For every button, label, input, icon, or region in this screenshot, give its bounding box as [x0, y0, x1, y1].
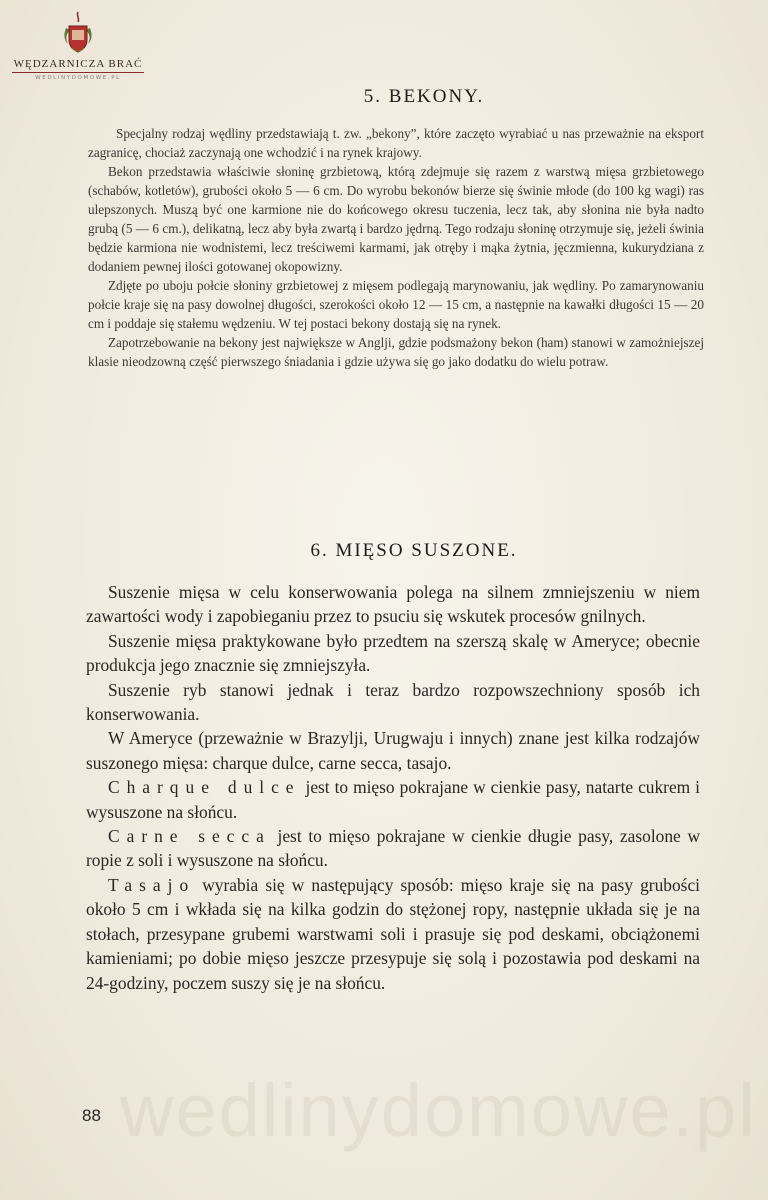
paragraph: Bekon przedstawia właściwie słoninę grzbietową, którą zdejmuje się razem z warstwą mięsa grzbietowego (schabów, kotletów), grubości około 5 — 6 cm. Do wyrobu bekonów bierze się świnie młode (do 100 kg wagi) ras ulepszonych. Muszą być one karmione nie do końcowego okresu tuczenia, lecz tak, aby słonina nie była nadto grubą (5 — 6 cm.), delikatną, lecz aby była zwartą i bardzo jędrną. Tego rodzaju słoninę otrzymuje się, jeżeli świnia będzie karmiona nie wodnistemi, lecz treściwemi karmami, jak otręby i mąka żytnia, jęczmienna, kukurydziana z dodaniem pewnej ilości gotowanej okopowizny. [88, 164, 704, 274]
section-title-bekony: 5. BEKONY. [363, 86, 485, 107]
paragraph: Specjalny rodzaj wędliny przedstawiają t. zw. „bekony”, które zaczęto wyrabiać u nas przeważnie na eksport zagranicę, chociaż zaczynają one wchodzić i na rynek krajowy. [88, 126, 704, 160]
watermark: wedlinydomowe.pl [120, 1069, 757, 1152]
brand-divider [12, 72, 144, 73]
brand-header[interactable] [8, 8, 148, 81]
page-number: 88 [82, 1106, 101, 1125]
term-text: jest to mięso pokrajane w cienkie długie pasy, zasolone w ropie z soli i wysuszone na słońcu. [86, 826, 700, 871]
paragraph: W Ameryce (przeważnie w Brazylji, Urugwaju i innych) znane jest kilka rodzajów suszonego mięsa: charque dulce, carne secca, tasajo. [86, 728, 700, 773]
paragraph: Suszenie ryb stanowi jednak i teraz bardzo rozpowszechniony sposób ich konserwowania. [86, 679, 700, 725]
paragraph: Suszenie mięsa praktykowane było przedtem na szerszą skalę w Ameryce; obecnie produkcja jego znacznie się zmniejszyła. [86, 630, 700, 676]
brand-name: WĘDZARNICZA BRAĆ [13, 58, 143, 70]
section-body-mieso-suszone [86, 580, 700, 995]
term-tasajo: Tasajo [108, 874, 196, 895]
term-carne-secca: Carne secca [108, 826, 271, 847]
brand-subtitle: WEDLINYDOMOWE.PL [35, 75, 121, 81]
crest-logo-icon [58, 8, 98, 56]
term-text: jest to mięso pokrajane w cienkie pasy, natarte cukrem i wysuszone na słońcu. [86, 777, 700, 822]
section-body-bekony [88, 124, 704, 371]
section-title-mieso-suszone: 6. MIĘSO SUSZONE. [310, 540, 518, 561]
paragraph: Zdjęte po uboju połcie słoniny grzbietowej z mięsem podlegają marynowaniu, jak wędliny. Po zamarynowaniu połcie kraje się na pasy dowolnej długości, szerokości około 12 — 15 cm, a następnie na kawałki długości 15 — 20 cm i poddaje się stałemu wędzeniu. W tej postaci bekony dostają się na rynek. [88, 278, 704, 331]
paragraph: Suszenie mięsa w celu konserwowania polega na silnem zmniejszeniu w niem zawartości wody i zapobieganiu przez to psuciu się wskutek procesów gnilnych. [86, 582, 700, 627]
paragraph: Zapotrzebowanie na bekony jest największe w Anglji, gdzie podsmażony bekon (ham) stanowi w zamożniejszej klasie nieodzowną część pierwszego śniadania i gdzie używa się go jako dodatku do wielu potraw. [88, 335, 704, 369]
term-charque-dulce: Charque dulce [108, 777, 301, 798]
term-paragraph [86, 775, 700, 824]
term-paragraph [86, 824, 700, 873]
term-paragraph [86, 873, 700, 995]
term-text: wyrabia się w następujący sposób: mięso kraje się na pasy grubości około 5 cm i wkłada się na kilka godzin do stężonej ropy, następnie układa się je na stołach, przesypane grubemi warstwami soli i prasuje się pod deskami, obciążonemi kamieniami; po dobie mięso jeszcze przesypuje się solą i pozostawia pod deskami na 24-godziny, poczem suszy się je na słońcu. [86, 874, 700, 993]
